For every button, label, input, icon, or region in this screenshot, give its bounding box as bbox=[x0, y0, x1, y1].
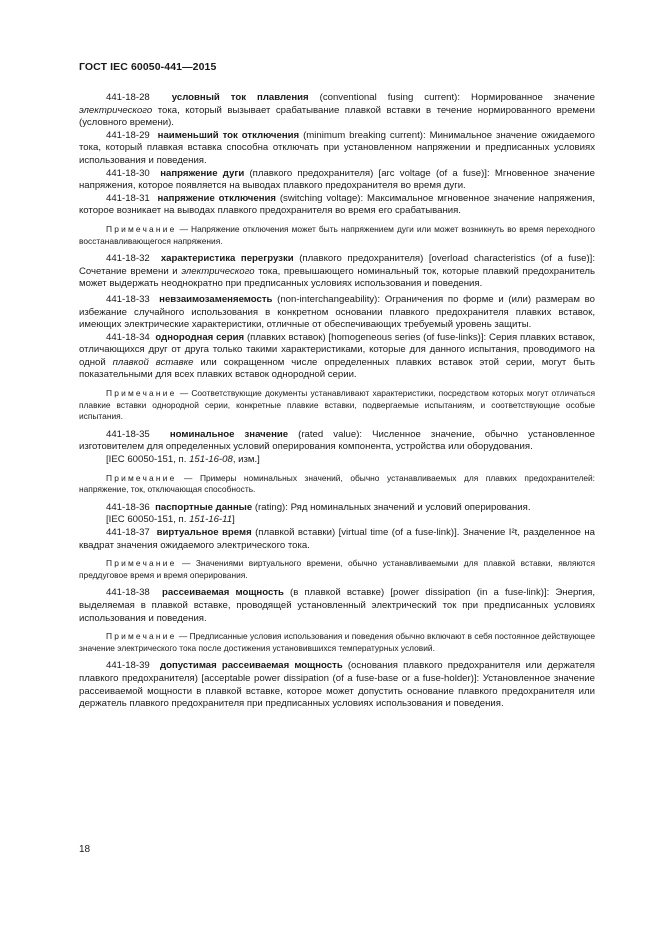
entry-441-18-30: 441-18-30 напряжение дуги (плавкого предохранителя) [arc voltage (of a fuse)]: Мгновенное значение напряжения, которое появляется на выводах плавкого предохранителя во время дуги. bbox=[79, 167, 595, 192]
entry-441-18-28: 441-18-28 условный ток плавления (conventional fusing current): Нормированное значение электрического тока, который вызывает срабатывание плавкой вставки в течение нормированного времени (условного времени). bbox=[79, 92, 595, 129]
entry-441-18-29: 441-18-29 наименьший ток отключения (minimum breaking current): Минимальное значение ожидаемого тока, который плавкая вставка способна отключать при установленном напряжении и предписанных условиях использования и поведения. bbox=[79, 129, 595, 166]
page-number: 18 bbox=[79, 844, 91, 855]
note-1: Примечание — Напряжение отключения может быть напряжением дуги или может возникнуть во время переходного восстанавливающегося напряжения. bbox=[79, 223, 596, 246]
entry-number: 441-18-35 bbox=[106, 428, 150, 440]
entry-number: 441-18-31 bbox=[106, 192, 150, 204]
entry-term: паспортные данные bbox=[155, 501, 253, 513]
entry-441-18-33: 441-18-33 невзаимозаменяемость (non-interchangeability): Ограничения по форме и (или) размерам во избежание случайного использования в конкретном основании плавкого предохранителя плавких вставок, имеющих электрические характеристики, отличные от обеспечивающих требуемый уровень защиты. bbox=[79, 293, 595, 331]
entry-number: 441-18-29 bbox=[106, 129, 150, 141]
entry-number: 441-18-28 bbox=[106, 92, 150, 103]
entry-term: однородная серия bbox=[155, 331, 245, 343]
document-header: ГОСТ IEC 60050-441—2015 bbox=[79, 61, 217, 73]
entry-term: номинальное значение bbox=[169, 428, 289, 440]
reference: [IEC 60050-151, п. 151-16-11] bbox=[106, 514, 235, 526]
reference: [IEC 60050-151, п. 151-16-08, изм.] bbox=[106, 454, 260, 466]
note-2: Примечание — Соответствующие документы устанавливают характеристики, посредством которых могут отличаться плавкие вставки однородной серии, конкретные плавкие вставки, подвергаемые испытаниям, и соответствующие особые испытания. bbox=[79, 388, 595, 422]
entry-441-18-36: 441-18-36 паспортные данные (rating): Ряд номинальных значений и условий оперирования. bbox=[106, 501, 531, 513]
entry-term: характеристика перегрузки bbox=[160, 253, 294, 265]
note-4: Примечание — Значениями виртуального времени, обычно устанавливаемыми для плавкой вставки, являются преддуговое время и время оперирования. bbox=[79, 558, 595, 580]
entry-441-18-32: 441-18-32 характеристика перегрузки (плавкого предохранителя) [overload characteristics (of a fuse)]: Сочетание времени и электрического тока, превышающего номинальный ток, которые плавкий предохранитель может выдержать неоднократно при предписанных условиях использования и поведения. bbox=[79, 253, 595, 290]
entry-term: наименьший ток отключения bbox=[157, 129, 300, 141]
entry-number: 441-18-30 bbox=[106, 167, 150, 179]
note-3: Примечание — Примеры номинальных значений, обычно устанавливаемых для плавких предохранителей: напряжение, ток, отключающая способность. bbox=[79, 472, 595, 495]
entry-441-18-39: 441-18-39 допустимая рассеиваемая мощность (основания плавкого предохранителя или держателя плавкого предохранителя) [acceptable power dissipation (of a fuse-base or a fuse-holder)]: Установленное значение рассеиваемой мощности в плавкой вставке, которое может допустить основание плавкого предохранителя или держатель плавкого предохранителя при предписанных условиях использования и поведения. bbox=[79, 660, 595, 710]
entry-term: невзаимозаменяемость bbox=[159, 293, 273, 305]
note-5: Примечание — Предписанные условия использования и поведения обычно включают в себя постоянное действующее значение электрического тока после достижения установившихся температурных условий. bbox=[79, 631, 595, 653]
entry-441-18-37: 441-18-37 виртуальное время (плавкой вставки) [virtual time (of a fuse-link)]. Значение I²t, разделенное на квадрат значения ожидаемого электрического тока. bbox=[79, 527, 596, 551]
entry-number: 441-18-39 bbox=[106, 660, 150, 672]
entry-441-18-31: 441-18-31 напряжение отключения (switching voltage): Максимальное мгновенное значение напряжения, которое возникает на выводах плавкого предохранителя во время его срабатывания. bbox=[79, 192, 595, 217]
entry-441-18-34: 441-18-34 однородная серия (плавких вставок) [homogeneous series (of fuse-links)]: Серия плавких вставок, отличающихся друг от друга только такими характеристиками, которые для данного испытания, проводимого на одной плавкой вставке или сокращенном числе определенных плавких вставок этой серии, могут быть показательными для всех плавких вставок однородной серии. bbox=[79, 331, 596, 381]
entry-number: 441-18-38 bbox=[106, 587, 150, 599]
document-body bbox=[79, 92, 595, 711]
entry-term: допустимая рассеиваемая мощность bbox=[160, 660, 343, 672]
entry-term: условный ток плавления bbox=[171, 92, 309, 103]
entry-term: напряжение дуги bbox=[160, 167, 245, 179]
entry-term: напряжение отключения bbox=[157, 192, 276, 204]
entry-term: виртуальное время bbox=[156, 527, 252, 538]
entry-number: 441-18-37 bbox=[106, 527, 150, 538]
entry-441-18-38: 441-18-38 рассеиваемая мощность (в плавкой вставке) [power dissipation (in a fuse-link)]: Энергия, выделяемая в плавкой вставке, проводящей установленный электрический ток при предписанных условиях использования и поведения. bbox=[79, 587, 595, 624]
entry-number: 441-18-32 bbox=[106, 253, 150, 265]
entry-term: рассеиваемая мощность bbox=[162, 587, 284, 599]
entry-441-18-35: 441-18-35 номинальное значение (rated value): Численное значение, обычно установленное изготовителем для определенных условий оперирования компонента, устройства или оборудования. bbox=[79, 428, 595, 453]
entry-number: 441-18-34 bbox=[106, 331, 150, 343]
entry-number: 441-18-36 bbox=[106, 501, 150, 513]
entry-number: 441-18-33 bbox=[106, 293, 150, 305]
